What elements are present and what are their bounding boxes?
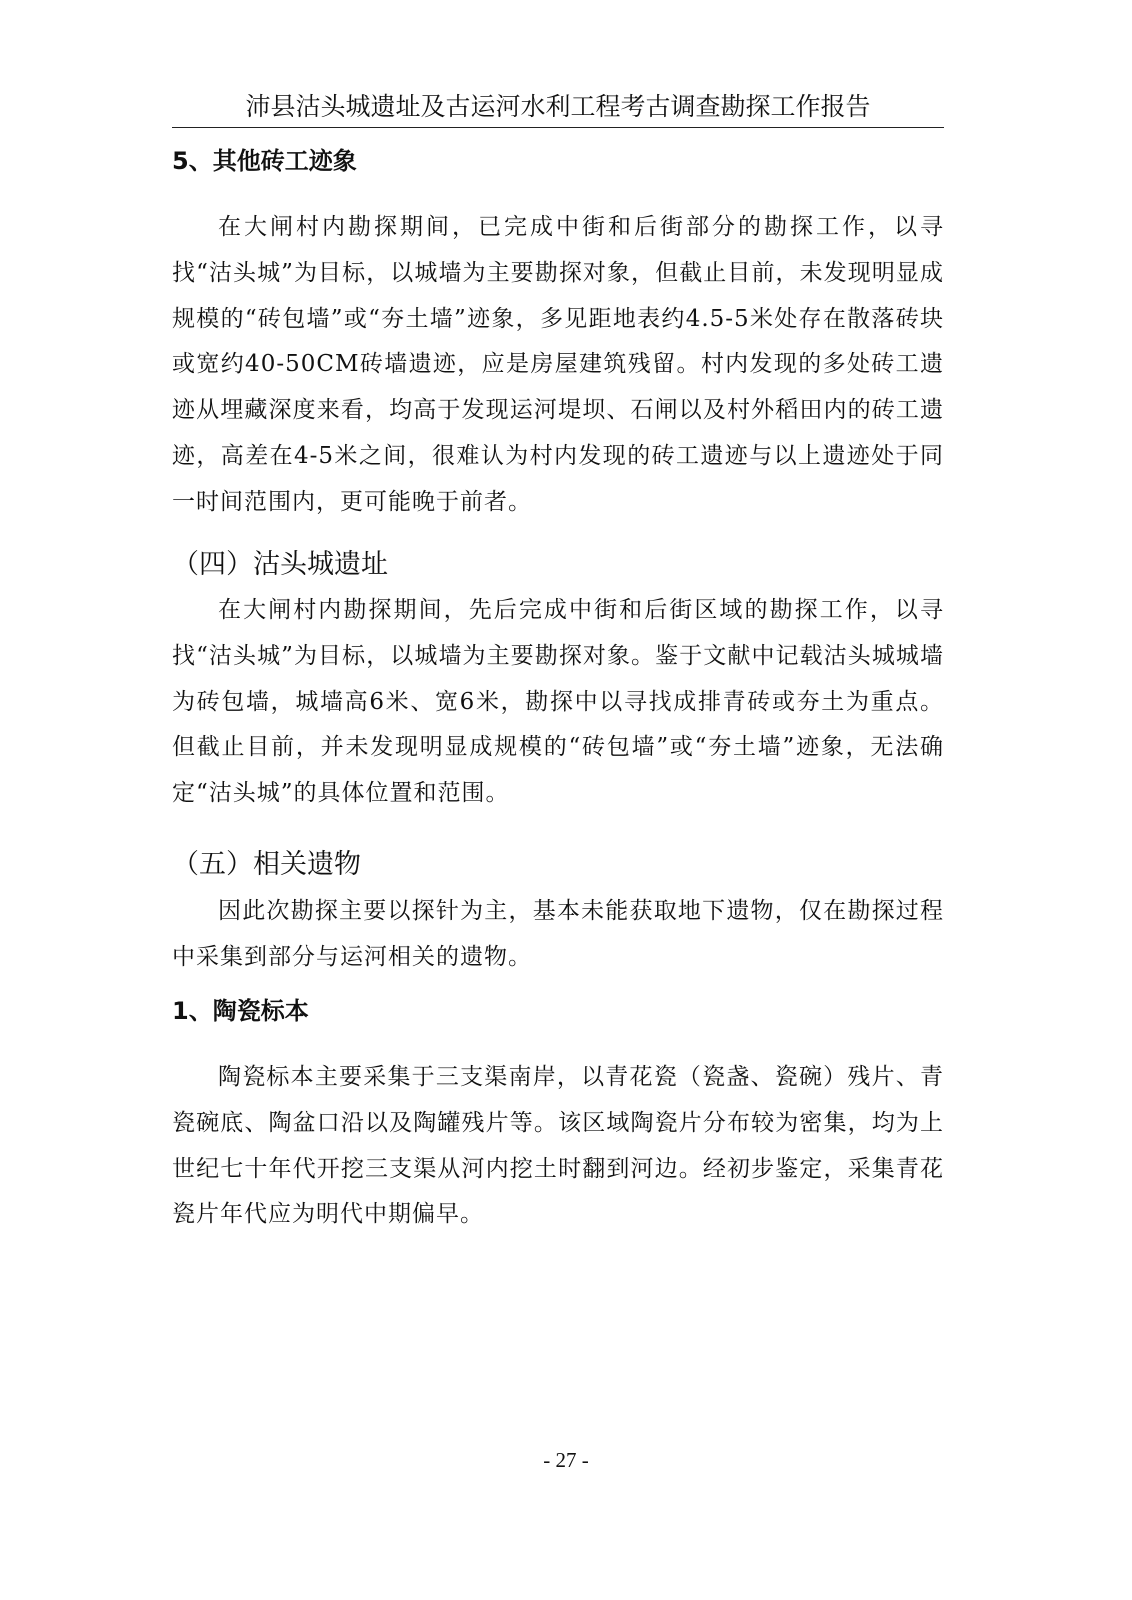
page-number: - 27 - bbox=[543, 1448, 589, 1472]
paragraph-other-brick-traces: 在大闸村内勘探期间，已完成中街和后街部分的勘探工作，以寻找“沽头城”为目标，以城墙为主要勘探对象，但截止目前，未发现明显成规模的“砖包墙”或“夯土墙”迹象，多见距地表约4.5-5米处存在散落砖块或宽约40-50CM砖墙遗迹，应是房屋建筑残留。村内发现的多处砖工遗迹从埋藏深度来看，均高于发现运河堤坝、石闸以及村外稻田内的砖工遗迹，高差在4-5米之间，很难认为村内发现的砖工遗迹与以上遗迹处于同一时间范围内，更可能晚于前者。 bbox=[172, 214, 944, 515]
heading-ceramic-specimens: 1、陶瓷标本 bbox=[172, 997, 309, 1025]
heading-other-brick-traces: 5、其他砖工迹象 bbox=[172, 147, 357, 175]
paragraph-related-relics: 因此次勘探主要以探针为主，基本未能获取地下遗物，仅在勘探过程中采集到部分与运河相关的遗物。 bbox=[172, 898, 944, 970]
heading-gutou-city-site: （四）沽头城遗址 bbox=[172, 549, 388, 580]
paragraph-gutou-city-site: 在大闸村内勘探期间，先后完成中街和后街区域的勘探工作，以寻找“沽头城”为目标，以城墙为主要勘探对象。鉴于文献中记载沽头城城墙为砖包墙，城墙高6米、宽6米，勘探中以寻找成排青砖或夯土为重点。但截止目前，并未发现明显成规模的“砖包墙”或“夯土墙”迹象，无法确定“沽头城”的具体位置和范围。 bbox=[172, 597, 944, 807]
running-header: 沛县沽头城遗址及古运河水利工程考古调查勘探工作报告 bbox=[245, 92, 871, 121]
heading-related-relics: （五）相关遗物 bbox=[172, 849, 361, 880]
header-rule bbox=[172, 127, 944, 128]
paragraph-ceramic-specimens: 陶瓷标本主要采集于三支渠南岸，以青花瓷（瓷盏、瓷碗）残片、青瓷碗底、陶盆口沿以及陶罐残片等。该区域陶瓷片分布较为密集，均为上世纪七十年代开挖三支渠从河内挖土时翻到河边。经初步鉴定，采集青花瓷片年代应为明代中期偏早。 bbox=[172, 1064, 944, 1228]
